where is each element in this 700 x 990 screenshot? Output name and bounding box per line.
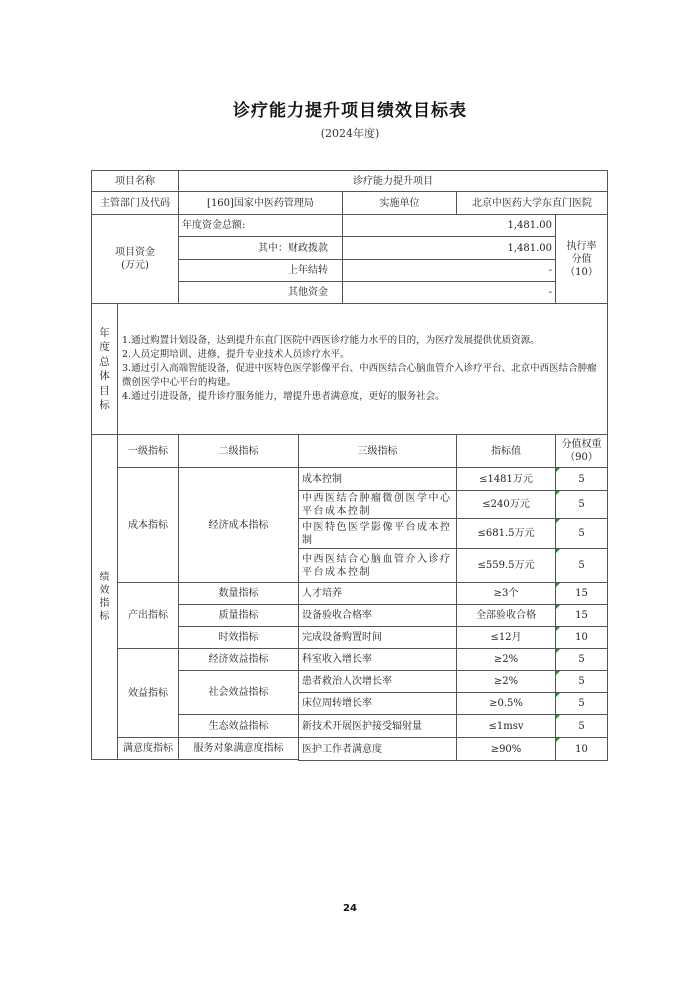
goals-content bbox=[117, 303, 608, 435]
level3-cell: 成本控制 bbox=[298, 467, 457, 491]
cell-comment-marker-icon bbox=[556, 738, 560, 742]
indicator-value-cell: ≤681.5万元 bbox=[456, 518, 556, 549]
goals-label-char: 体 bbox=[99, 370, 110, 382]
cell-comment-marker-icon bbox=[556, 519, 560, 523]
page-number: 24 bbox=[343, 903, 357, 914]
level2-cell: 质量指标 bbox=[178, 604, 299, 627]
level3-cell: 新技术开展医护接受辐射量 bbox=[298, 714, 457, 738]
cell-comment-marker-icon bbox=[556, 649, 560, 653]
rate-line1: 执行率 bbox=[566, 240, 597, 252]
funds-row-value: 1,481.00 bbox=[342, 214, 556, 237]
funds-row-value: - bbox=[342, 259, 556, 282]
header-weight bbox=[555, 434, 608, 468]
weight-cell: 10 bbox=[555, 737, 608, 761]
weight-cell: 5 bbox=[555, 714, 608, 738]
goals-label-char: 总 bbox=[99, 355, 110, 368]
level2-cell: 经济成本指标 bbox=[178, 467, 299, 583]
funds-label-line1: 项目资金 bbox=[115, 247, 155, 258]
level3-cell: 床位周转增长率 bbox=[298, 692, 457, 715]
level3-cell: 完成设备购置时间 bbox=[298, 626, 457, 649]
level3-cell: 中医特色医学影像平台成本控制 bbox=[298, 518, 457, 549]
cell-comment-marker-icon bbox=[556, 491, 560, 495]
weight-cell: 5 bbox=[555, 670, 608, 693]
header-weight-line1: 分值权重 bbox=[561, 439, 602, 450]
funds-label bbox=[91, 214, 179, 304]
document-title: 诊疗能力提升项目绩效目标表 bbox=[233, 101, 467, 121]
section-label-line2: 指标 bbox=[99, 598, 110, 622]
goal-item: 4.通过引进设备，提升诊疗服务能力，增提升患者满意度，更好的服务社会。 bbox=[122, 391, 445, 402]
weight-cell: 5 bbox=[555, 467, 608, 491]
level3-cell: 中西医结合心脑血管介入诊疗平台成本控制 bbox=[298, 548, 457, 583]
cell-comment-marker-icon bbox=[556, 693, 560, 697]
funds-row-label: 上年结转 bbox=[178, 259, 343, 282]
weight-cell: 5 bbox=[555, 648, 608, 671]
cell-comment-marker-icon bbox=[556, 627, 560, 631]
goals-label-char: 标 bbox=[99, 399, 110, 411]
dept-label: 主管部门及代码 bbox=[91, 191, 179, 215]
section-label-line1: 绩效 bbox=[99, 572, 110, 596]
goal-item: 2.人员定期培训、进修，提升专业技术人员诊疗水平。 bbox=[122, 349, 350, 360]
indicator-value-cell: ≤240万元 bbox=[456, 490, 556, 519]
cell-comment-marker-icon bbox=[556, 583, 560, 587]
level3-cell: 设备验收合格率 bbox=[298, 604, 457, 627]
cell-comment-marker-icon bbox=[556, 468, 560, 472]
execution-rate-cell bbox=[555, 214, 608, 304]
level1-cell: 成本指标 bbox=[117, 467, 179, 583]
level3-cell: 中西医结合肿瘤微创医学中心平台成本控制 bbox=[298, 490, 457, 519]
weight-cell: 10 bbox=[555, 626, 608, 649]
weight-cell: 5 bbox=[555, 490, 608, 519]
indicator-value-cell: ≤1msv bbox=[456, 714, 556, 738]
weight-cell: 15 bbox=[555, 604, 608, 627]
level2-cell: 生态效益指标 bbox=[178, 714, 299, 738]
cell-comment-marker-icon bbox=[556, 549, 560, 553]
funds-row-value: - bbox=[342, 281, 556, 304]
cell-comment-marker-icon bbox=[556, 605, 560, 609]
indicators-section-label bbox=[91, 434, 118, 760]
level3-cell: 患者救治人次增长率 bbox=[298, 670, 457, 693]
level2-cell: 数量指标 bbox=[178, 582, 299, 605]
project-name-value: 诊疗能力提升项目 bbox=[178, 170, 608, 192]
funds-row-label: 其他资金 bbox=[178, 281, 343, 304]
level2-cell: 经济效益指标 bbox=[178, 648, 299, 671]
rate-line2: 分值 bbox=[571, 253, 592, 265]
level3-cell: 人才培养 bbox=[298, 582, 457, 605]
header-level3: 三级指标 bbox=[298, 434, 457, 468]
goals-label-char: 年 bbox=[99, 326, 110, 339]
dept-value: [160]国家中医药管理局 bbox=[178, 191, 343, 215]
header-weight-line2: （90） bbox=[565, 452, 598, 463]
indicator-value-cell: ≥90% bbox=[456, 737, 556, 761]
weight-cell: 5 bbox=[555, 692, 608, 715]
header-level2: 二级指标 bbox=[178, 434, 299, 468]
level2-cell: 服务对象满意度指标 bbox=[178, 737, 299, 760]
cell-comment-marker-icon bbox=[556, 715, 560, 719]
goals-label-char: 度 bbox=[99, 341, 110, 353]
cell-comment-marker-icon bbox=[556, 671, 560, 675]
project-name-label: 项目名称 bbox=[91, 170, 179, 192]
funds-row-label: 其中：财政拨款 bbox=[178, 236, 343, 260]
weight-cell: 5 bbox=[555, 548, 608, 583]
level3-cell: 医护工作者满意度 bbox=[298, 737, 457, 761]
goal-item: 1.通过购置计划设备，达到提升东直门医院中西医诊疗能力水平的目的，为医疗发展提供优质资源。 bbox=[122, 335, 540, 346]
indicator-value-cell: 全部验收合格 bbox=[456, 604, 556, 627]
impl-value: 北京中医药大学东直门医院 bbox=[456, 191, 608, 215]
header-value: 指标值 bbox=[456, 434, 556, 468]
impl-label: 实施单位 bbox=[342, 191, 457, 215]
funds-row-label: 年度资金总额: bbox=[178, 214, 343, 237]
goal-item: 3.通过引入高端智能设备，促进中医特色医学影像平台、中西医结合心脑血管介入诊疗平台、北京中西医结合肿瘤微创医学中心平台的构建。 bbox=[122, 363, 597, 388]
indicator-value-cell: ≥0.5% bbox=[456, 692, 556, 715]
indicator-value-cell: ≥2% bbox=[456, 670, 556, 693]
level1-cell: 满意度指标 bbox=[117, 737, 179, 760]
level1-cell: 产出指标 bbox=[117, 582, 179, 649]
goals-label bbox=[91, 303, 118, 435]
weight-cell: 15 bbox=[555, 582, 608, 605]
indicator-value-cell: ≥2% bbox=[456, 648, 556, 671]
goals-label-char: 目 bbox=[99, 384, 110, 397]
level1-cell: 效益指标 bbox=[117, 648, 179, 738]
indicator-value-cell: ≤12月 bbox=[456, 626, 556, 649]
rate-line3: （10） bbox=[565, 266, 598, 278]
level2-cell: 时效指标 bbox=[178, 626, 299, 649]
header-level1: 一级指标 bbox=[117, 434, 179, 468]
indicator-value-cell: ≤559.5万元 bbox=[456, 548, 556, 583]
indicator-value-cell: ≤1481万元 bbox=[456, 467, 556, 491]
document-subtitle: (2024年度) bbox=[320, 127, 380, 140]
funds-row-value: 1,481.00 bbox=[342, 236, 556, 260]
level2-cell: 社会效益指标 bbox=[178, 670, 299, 715]
funds-label-line2: (万元) bbox=[121, 260, 149, 271]
level3-cell: 科室收入增长率 bbox=[298, 648, 457, 671]
weight-cell: 5 bbox=[555, 518, 608, 549]
indicator-value-cell: ≥3个 bbox=[456, 582, 556, 605]
